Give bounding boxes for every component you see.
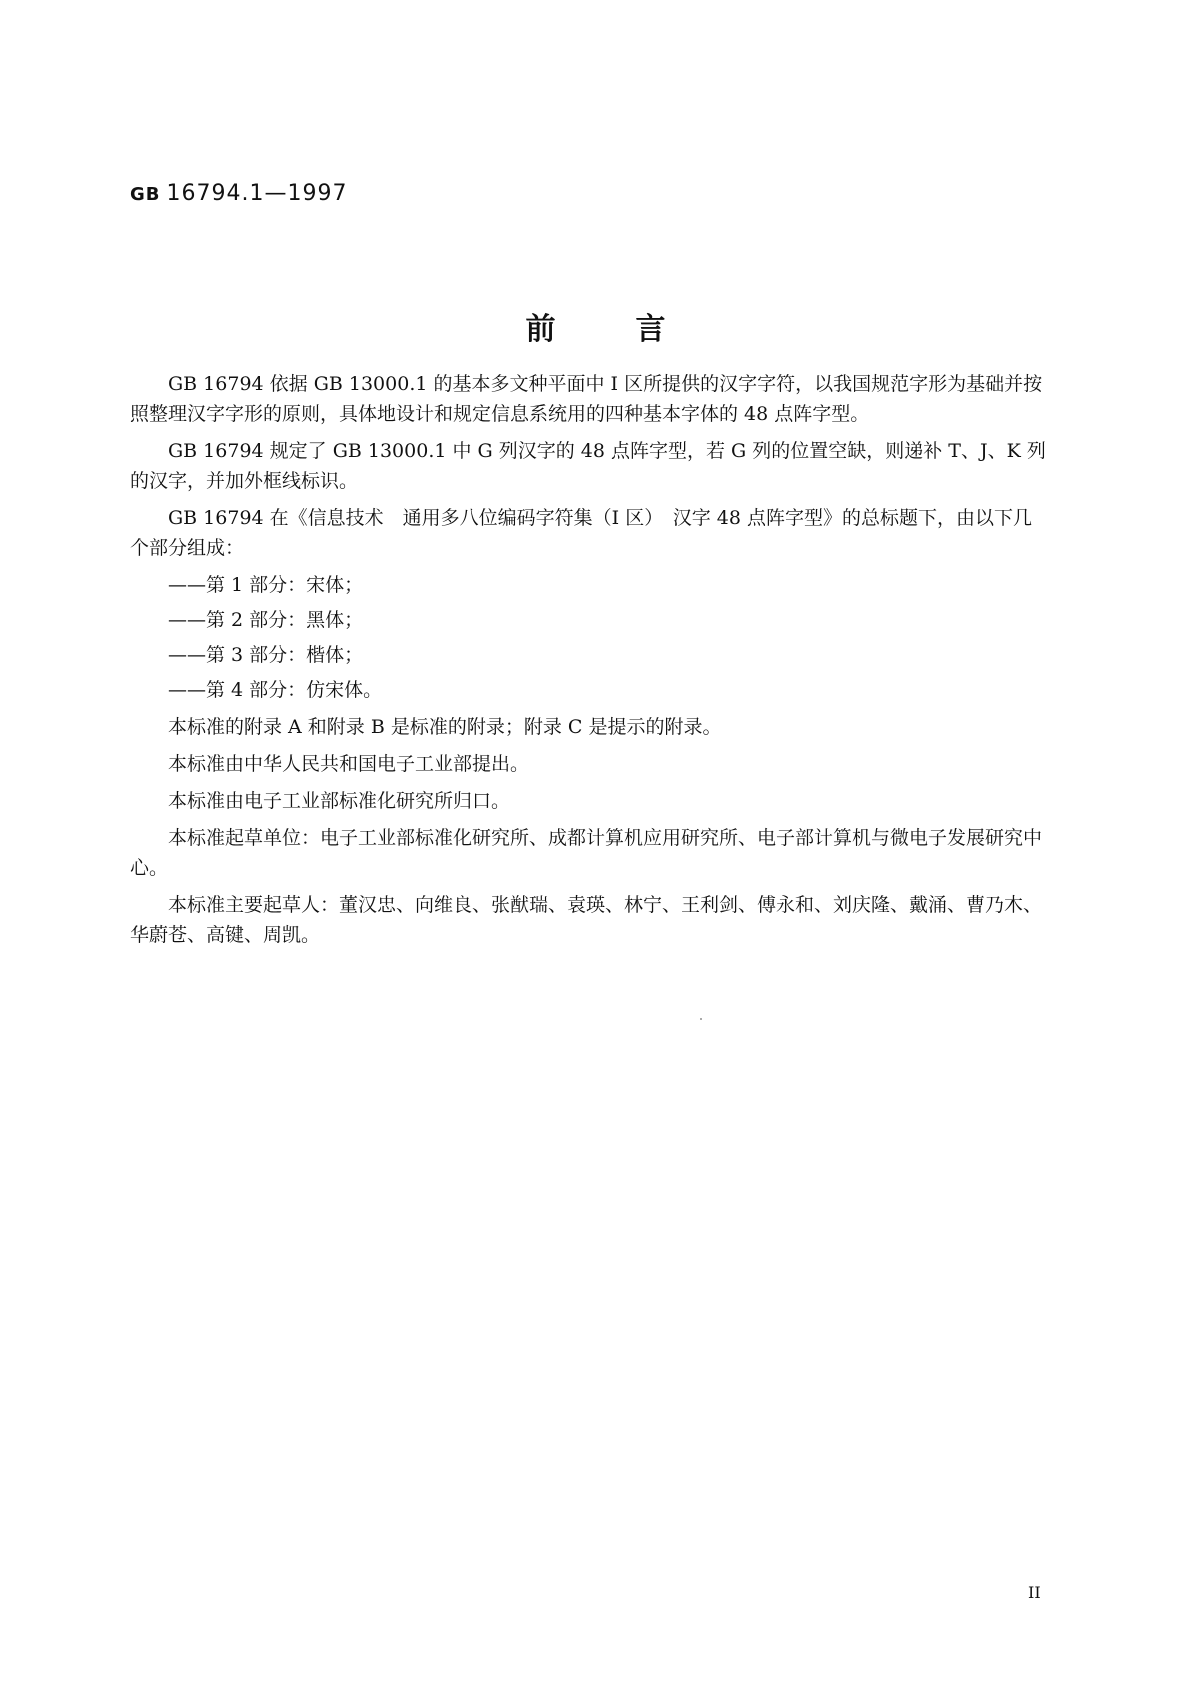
paragraph-drafting-units: 本标准起草单位：电子工业部标准化研究所、成都计算机应用研究所、电子部计算机与微电子发展研究中心。 [130,827,1043,879]
gb-prefix: GB [130,184,161,205]
paragraph-structure: GB 16794 在《信息技术 通用多八位编码字符集（I 区） 汉字 48 点阵字型》的总标题下，由以下几个部分组成： [130,507,1032,559]
list-item: ——第 2 部分：黑体； [168,609,364,631]
paragraph-proposer: 本标准由中华人民共和国电子工业部提出。 [168,753,530,775]
page-number: II [1028,1583,1041,1602]
paragraph-scope: GB 16794 规定了 GB 13000.1 中 G 列汉字的 48 点阵字型，若 G 列的位置空缺，则递补 T、J、K 列的汉字，并加外框线标识。 [130,440,1046,492]
paragraph-appendix: 本标准的附录 A 和附录 B 是标准的附录；附录 C 是提示的附录。 [168,716,722,738]
standard-number [130,181,347,206]
paragraph-basis: GB 16794 依据 GB 13000.1 的基本多文种平面中 I 区所提供的汉字字符，以我国规范字形为基础并按照整理汉字字形的原则，具体地设计和规定信息系统用的四种基本字体的 48 点阵字型。 [130,373,1043,425]
paragraph-drafters: 本标准主要起草人：董汉忠、向维良、张猷瑞、袁瑛、林宁、王利剑、傅永和、刘庆隆、戴涌、曹乃木、华蔚苍、高键、周凯。 [130,894,1043,946]
standard-code: 16794.1—1997 [166,181,348,206]
list-item: ——第 3 部分：楷体； [168,644,364,666]
page-title: 前言 [525,312,746,347]
list-item: ——第 4 部分：仿宋体。 [168,679,383,701]
list-item: ——第 1 部分：宋体； [168,574,364,596]
parts-list [130,570,1050,705]
paragraph-centralized: 本标准由电子工业部标准化研究所归口。 [168,790,511,812]
foreword-body [130,369,1050,957]
scan-speck [700,1018,702,1020]
